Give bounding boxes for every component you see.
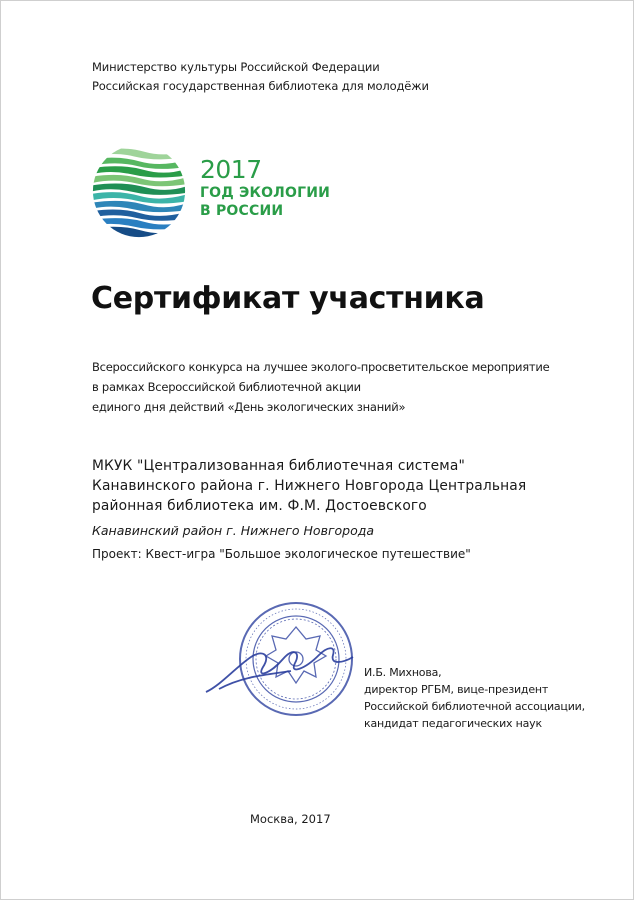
signer-position-3: кандидат педагогических наук bbox=[364, 717, 542, 730]
recipient-project: Проект: Квест-игра "Большое экологическое путешествие" bbox=[92, 547, 471, 561]
certificate-title: Сертификат участника bbox=[91, 281, 485, 316]
place-and-year: Москва, 2017 bbox=[250, 812, 331, 826]
signer-name: И.Б. Михнова, bbox=[364, 666, 442, 679]
issuer-library: Российская государственная библиотека для молодёжи bbox=[92, 79, 429, 93]
signer-position-1: директор РГБМ, вице-президент bbox=[364, 683, 549, 696]
contest-line-3: единого дня действий «День экологических знаний» bbox=[92, 400, 406, 414]
issuer-block bbox=[92, 58, 429, 96]
logo-year: 2017 bbox=[200, 155, 262, 184]
logo-line-1: ГОД ЭКОЛОГИИ bbox=[200, 185, 331, 201]
logo-line-2: В РОССИИ bbox=[200, 203, 284, 219]
issuer-ministry: Министерство культуры Российской Федерации bbox=[92, 60, 380, 74]
contest-line-1: Всероссийского конкурса на лучшее эколого-просветительское мероприятие bbox=[92, 360, 550, 374]
ecology-year-logo-text bbox=[200, 156, 330, 220]
signer-block bbox=[364, 664, 585, 732]
recipient-region: Канавинский район г. Нижнего Новгорода bbox=[92, 523, 375, 538]
contest-description bbox=[92, 357, 549, 417]
ecology-year-globe-icon bbox=[91, 143, 187, 239]
contest-line-2: в рамках Всероссийской библиотечной акции bbox=[92, 380, 361, 394]
official-seal-icon bbox=[201, 597, 371, 727]
recipient-organization: МКУК "Централизованная библиотечная система" Канавинского района г. Нижнего Новгорода Центральная районная библиотека им. Ф.М. Достоевского bbox=[92, 458, 527, 514]
signer-position-2: Российской библиотечной ассоциации, bbox=[364, 700, 585, 713]
